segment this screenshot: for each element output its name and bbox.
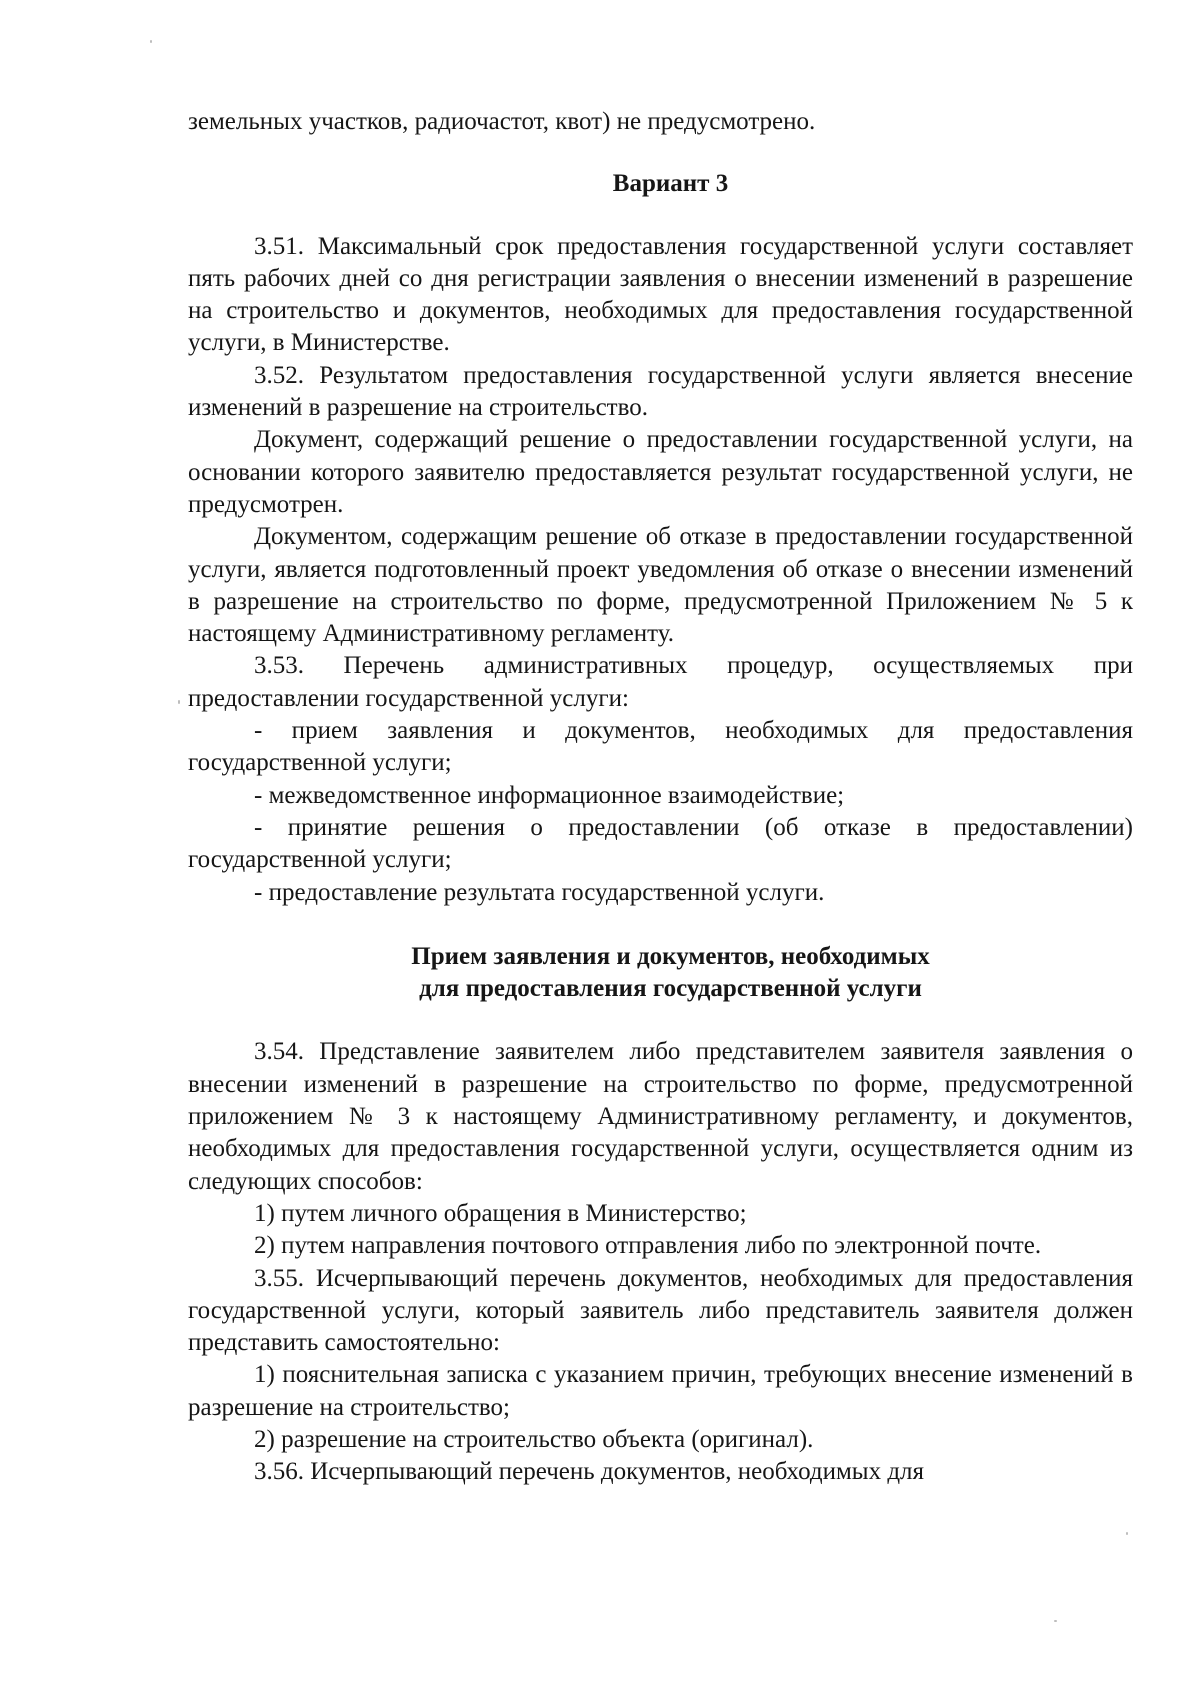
paragraph-decision-document: Документ, содержащий решение о предоставлении государственной услуги, на основании которого заявителю предоставляется результат государственной услуги, не предусмотрен. (188, 426, 1133, 518)
list-item: 2) разрешение на строительство объекта (оригинал). (254, 1425, 814, 1453)
scan-speck (1054, 1620, 1057, 1622)
list-item: - межведомственное информационное взаимодействие; (254, 781, 845, 809)
paragraph-3-53: 3.53. Перечень административных процедур, осуществляемых при предоставлении государственной услуги: (188, 652, 1133, 712)
list-item: - предоставление результата государственной услуги. (254, 878, 825, 906)
list-item: - прием заявления и документов, необходимых для предоставления государственной услуги; (188, 717, 1133, 777)
paragraph-3-51: 3.51. Максимальный срок предоставления государственной услуги составляет пять рабочих дней со дня регистрации заявления о внесении изменений в разрешение на строительство и документов, необходимых для предоставления государственной услуги, в Министерстве. (188, 232, 1133, 357)
scan-speck (150, 40, 152, 43)
document-body (188, 106, 1133, 1489)
list-item: 1) путем личного обращения в Министерство; (254, 1199, 747, 1227)
paragraph-3-56: 3.56. Исчерпывающий перечень документов, необходимых для (254, 1458, 925, 1486)
scan-speck (178, 700, 180, 704)
paragraph-3-55: 3.55. Исчерпывающий перечень документов, необходимых для предоставления государственной услуги, который заявитель либо представитель заявителя должен представить самостоятельно: (188, 1264, 1133, 1357)
section-heading-line-1: Прием заявления и документов, необходимых (411, 942, 930, 970)
list-item: 2) путем направления почтового отправления либо по электронной почте. (254, 1232, 1042, 1260)
list-item: 1) пояснительная записка с указанием причин, требующих внесение изменений в разрешение на строительство; (188, 1361, 1133, 1421)
paragraph-refusal-document: Документом, содержащим решение об отказе в предоставлении государственной услуги, является подготовленный проект уведомления об отказе о внесении изменений в разрешение на строительство по форме, предусмотренной Приложением № 5 к настоящему Административному регламенту. (188, 523, 1133, 648)
heading-variant: Вариант 3 (612, 170, 729, 198)
list-item: - принятие решения о предоставлении (об отказе в предоставлении) государственной услуги; (188, 813, 1133, 874)
paragraph-3-52: 3.52. Результатом предоставления государственной услуги является внесение изменений в разрешение на строительство. (188, 361, 1133, 422)
paragraph-intro: земельных участков, радиочастот, квот) не предусмотрено. (188, 108, 816, 135)
scan-speck (1126, 1532, 1128, 1535)
section-heading-line-2: для предоставления государственной услуги (419, 975, 922, 1003)
section-heading (188, 941, 1133, 1006)
paragraph-3-54: 3.54. Представление заявителем либо представителем заявителя заявления о внесении изменений в разрешение на строительство по форме, предусмотренной приложением № 3 к настоящему Административному регламенту, и документов, необходимых для предоставления государственной услуги, осуществляется одним из следующих способов: (188, 1038, 1133, 1195)
